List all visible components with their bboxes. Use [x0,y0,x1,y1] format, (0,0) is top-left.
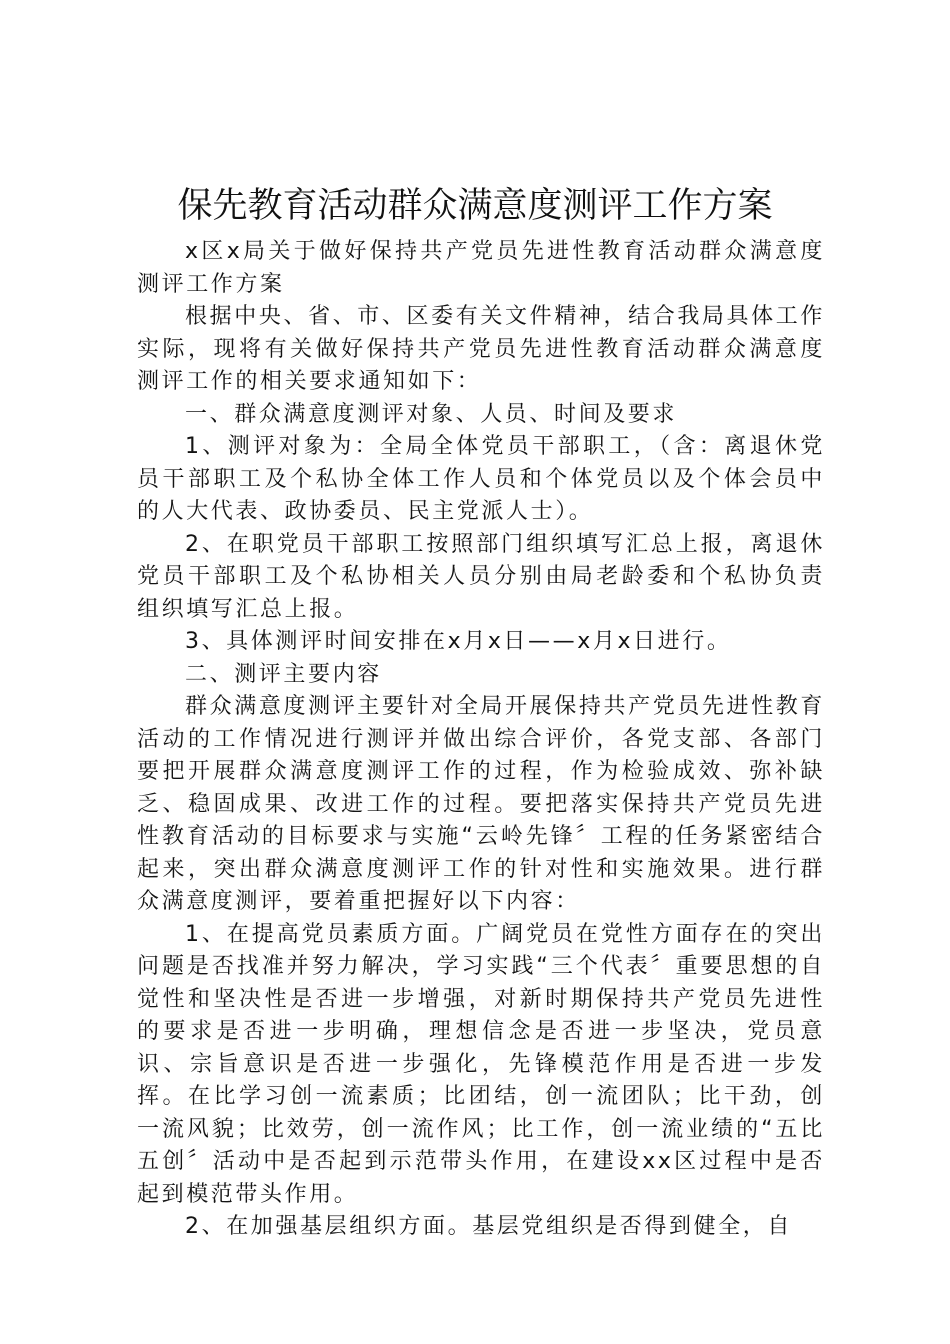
paragraph: 群众满意度测评主要针对全局开展保持共产党员先进性教育活动的工作情况进行测评并做出综合评价，各党支部、各部门要把开展群众满意度测评工作的过程，作为检验成效、弥补缺乏、稳固成果、改进工作的过程。要把落实保持共产党员先进性教育活动的目标要求与实施“云岭先锋〞工程的任务紧密结合起来，突出群众满意度测评工作的针对性和实施效果。进行群众满意度测评，要着重把握好以下内容： [137,694,825,914]
section-heading: 一、群众满意度测评对象、人员、时间及要求 [185,401,678,427]
paragraph: x区x局关于做好保持共产党员先进性教育活动群众满意度测评工作方案 [137,239,825,297]
paragraph: 根据中央、省、市、区委有关文件精神，结合我局具体工作实际，现将有关做好保持共产党员先进性教育活动群众满意度测评工作的相关要求通知如下： [137,304,825,394]
paragraph: 1、测评对象为：全局全体党员干部职工，（含：离退休党员干部职工及个私协全体工作人员和个体党员以及个体会员中的人大代表、政协委员、民主党派人士）。 [137,434,825,524]
document-title: 保先教育活动群众满意度测评工作方案 [177,186,773,226]
paragraph: 2、在职党员干部职工按照部门组织填写汇总上报，离退休党员干部职工及个私协相关人员分别由局老龄委和个私协负责组织填写汇总上报。 [137,531,825,622]
paragraph: 3、具体测评时间安排在x月x日——x月x日进行。 [185,629,732,654]
paragraph: 1、在提高党员素质方面。广阔党员在党性方面存在的突出问题是否找准并努力解决，学习实践“三个代表〞重要思想的自觉性和坚决性是否进一步增强，对新时期保持共产党员先进性的要求是否进一步明确，理想信念是否进一步坚决，党员意识、宗旨意识是否进一步强化，先锋模范作用是否进一步发挥。在比学习创一流素质；比团结，创一流团队；比干劲，创一流风貌；比效劳，创一流作风；比工作，创一流业绩的“五比五创〞活动中是否起到示范带头作用，在建设xx区过程中是否起到模范带头作用。 [137,921,825,1207]
document-body [137,236,825,1244]
paragraph: 2、在加强基层组织方面。基层党组织是否得到健全，自 [185,1214,792,1239]
section-heading: 二、测评主要内容 [185,661,382,687]
